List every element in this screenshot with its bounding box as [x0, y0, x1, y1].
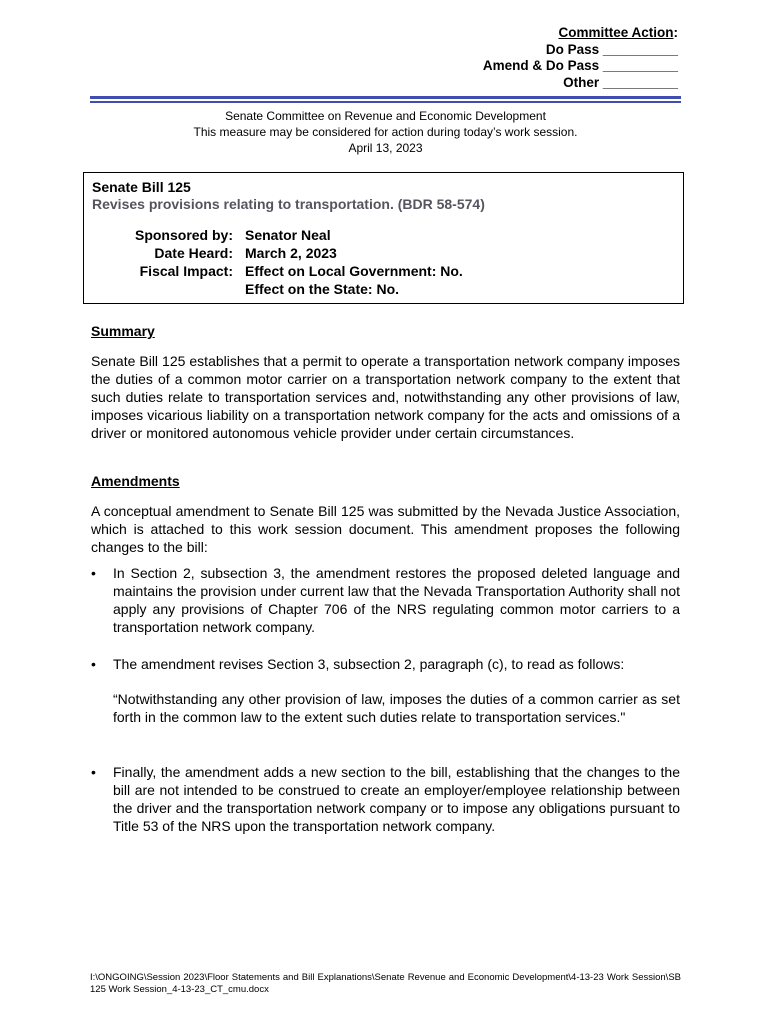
committee-action-title-line [483, 25, 678, 42]
date-heard-value: March 2, 2023 [245, 245, 337, 261]
amendments-intro-wrap [91, 502, 680, 556]
fiscal-impact-row [92, 262, 675, 280]
fiscal-state-row [92, 280, 675, 298]
amend-do-pass-line: Amend & Do Pass __________ [482, 58, 678, 73]
sponsored-by-value: Senator Neal [245, 227, 331, 243]
bullet-icon: • [91, 656, 96, 672]
sponsored-by-label: Sponsored by: [134, 227, 233, 243]
committee-action-colon: : [673, 25, 678, 40]
fiscal-local-value: Effect on Local Government: No. [245, 263, 463, 279]
bill-description: Revises provisions relating to transportation. (BDR 58-574) [92, 196, 485, 212]
committee-action-block [483, 25, 678, 91]
summary-heading-wrap [91, 322, 680, 340]
sponsored-by-row [92, 226, 675, 244]
bill-meta [92, 226, 675, 298]
amendments-heading-wrap [91, 472, 680, 490]
bullet-icon: • [91, 565, 96, 581]
amendment-quote: “Notwithstanding any other provision of law, imposes the duties of a common carrier as set forth in the common law to the extent such duties relate to transportation services." [113, 691, 680, 725]
amendments-heading: Amendments [91, 473, 180, 489]
date-heard-label: Date Heard: [154, 245, 233, 261]
do-pass-line: Do Pass __________ [545, 41, 678, 57]
date-heard-row [92, 244, 675, 262]
meeting-header [90, 108, 681, 156]
committee-name: Senate Committee on Revenue and Economic Development [225, 109, 546, 123]
summary-text: Senate Bill 125 establishes that a permit to operate a transportation network company imposes the duties of a common motor carrier on a transportation network company to the extent that such duties relate to transportation services and, notwithstanding any other provisions of law, imposes vicarious liability on a transportation network company for the acts and omissions of a driver or monitored autonomous vehicle provider under certain circumstances. [91, 353, 680, 441]
amendment-bullet-text: Finally, the amendment adds a new section to the bill, establishing that the changes to the bill are not intended to be construed to create an employer/employee relationship between the driver and the transportation network company or to impose any obligations pursuant to Title 53 of the NRS upon the transportation network company. [113, 764, 680, 834]
fiscal-state-value: Effect on the State: No. [245, 281, 400, 297]
header-rule-thick [90, 96, 681, 99]
bill-number: Senate Bill 125 [92, 179, 191, 195]
summary-heading: Summary [91, 323, 155, 339]
other-line: Other __________ [563, 74, 678, 90]
amendments-intro: A conceptual amendment to Senate Bill 125 was submitted by the Nevada Justice Association, which is attached to this work session document. This amendment proposes the following changes to the bill: [91, 503, 680, 555]
amendment-bullet-text: The amendment revises Section 3, subsection 2, paragraph (c), to read as follows: [113, 656, 625, 672]
fiscal-impact-label: Fiscal Impact: [139, 263, 233, 279]
committee-action-title: Committee Action [558, 25, 674, 40]
amendment-bullet-2 [91, 655, 680, 673]
amendment-bullet-text: In Section 2, subsection 3, the amendment restores the proposed deleted language and maintains the provision under current law that the Nevada Transportation Authority shall not apply any provisions of Chapter 706 of the NRS regulating common motor carriers to a transportation network company. [113, 565, 680, 635]
header-rule-thin [90, 101, 681, 103]
bill-info-box [83, 172, 684, 304]
amendment-bullet-1 [91, 564, 680, 636]
amendment-bullet-3 [91, 763, 680, 835]
work-session-notice: This measure may be considered for action during today’s work session. [193, 125, 578, 139]
meeting-date: April 13, 2023 [348, 141, 423, 155]
summary-section [91, 352, 680, 442]
bullet-icon: • [91, 764, 96, 780]
file-path-footer: I:\ONGOING\Session 2023\Floor Statements and Bill Explanations\Senate Revenue and Economic Development\4-13-23 Work Session\SB 125 Work Session_4-13-23_CT_cmu.docx [90, 972, 681, 995]
